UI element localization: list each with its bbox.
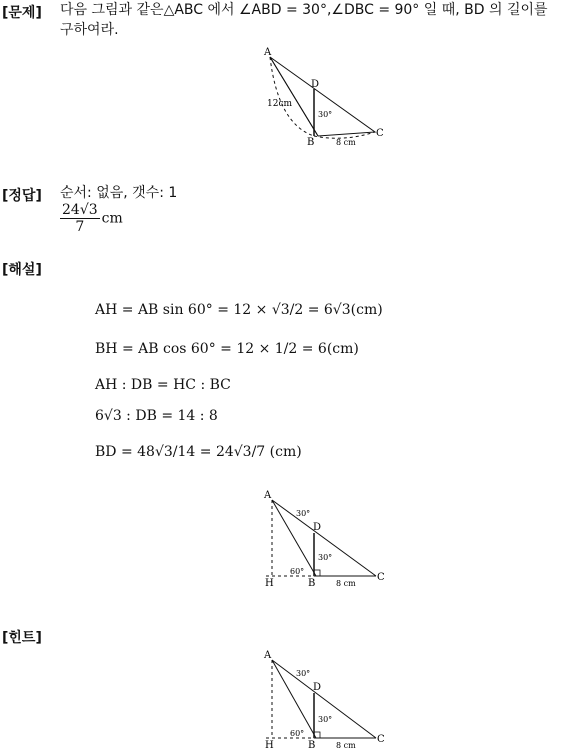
label-b: B bbox=[307, 137, 315, 148]
side-ac bbox=[272, 660, 376, 738]
solution-figure bbox=[256, 488, 392, 592]
label-a: A bbox=[264, 47, 272, 58]
label-angle-30: 30° bbox=[318, 110, 333, 119]
label-c: C bbox=[377, 572, 385, 583]
solution-eq-1: AH = AB sin 60° = 12 × √3/2 = 6√3(cm) bbox=[95, 302, 383, 318]
solution-label: [해설] bbox=[2, 262, 42, 278]
answer-numerator: 24√3 bbox=[62, 202, 98, 218]
label-c: C bbox=[377, 734, 385, 745]
side-ab bbox=[270, 57, 318, 136]
right-angle-mark bbox=[314, 570, 320, 576]
label-c: C bbox=[376, 128, 384, 139]
problem-text bbox=[60, 0, 580, 40]
label-angle-60: 60° bbox=[290, 729, 305, 738]
solution-eq-5: BD = 48√3/14 = 24√3/7 (cm) bbox=[95, 444, 302, 460]
label-b: B bbox=[308, 740, 316, 750]
label-bc-length: 8 cm bbox=[336, 138, 356, 147]
label-b: B bbox=[308, 578, 316, 589]
answer-fraction bbox=[60, 202, 100, 235]
problem-label: [문제] bbox=[2, 5, 42, 21]
label-angle-30: 30° bbox=[318, 715, 333, 724]
hint-label: [힌트] bbox=[2, 630, 42, 646]
label-d: D bbox=[311, 79, 320, 90]
label-d: D bbox=[313, 522, 322, 533]
right-angle-mark bbox=[314, 732, 320, 738]
problem-line-1: 다음 그림과 같은△ABC 에서 ∠ABD = 30°,∠DBC = 90° 일 때, BD 의 길이를 bbox=[60, 2, 548, 18]
label-a: A bbox=[264, 650, 272, 661]
solution-eq-3: AH : DB = HC : BC bbox=[95, 377, 231, 393]
label-d: D bbox=[313, 682, 322, 693]
arc-ab bbox=[270, 57, 314, 136]
triangle-abc bbox=[270, 57, 375, 136]
label-bc-length: 8 cm bbox=[336, 579, 356, 588]
answer-denominator: 7 bbox=[75, 219, 85, 235]
label-a: A bbox=[264, 490, 272, 501]
answer-value bbox=[58, 202, 123, 235]
answer-label: [정답] bbox=[2, 188, 42, 204]
label-angle-30-top: 30° bbox=[296, 509, 311, 518]
problem-line-2: 구하여라. bbox=[60, 22, 119, 38]
label-ab-length: 12cm bbox=[267, 99, 293, 109]
label-angle-30-top: 30° bbox=[296, 669, 311, 678]
solution-eq-4: 6√3 : DB = 14 : 8 bbox=[95, 408, 218, 424]
problem-figure bbox=[258, 44, 390, 150]
label-h: H bbox=[265, 578, 274, 589]
label-h: H bbox=[265, 740, 274, 750]
answer-unit: cm bbox=[101, 210, 123, 227]
solution-eq-2: BH = AB cos 60° = 12 × 1/2 = 6(cm) bbox=[95, 341, 359, 357]
label-bc-length: 8 cm bbox=[336, 741, 356, 750]
hint-figure bbox=[256, 648, 392, 750]
answer-meta: 순서: 없음, 갯수: 1 bbox=[60, 185, 178, 201]
side-ac bbox=[272, 500, 376, 576]
label-angle-60: 60° bbox=[290, 567, 305, 576]
label-angle-30: 30° bbox=[318, 553, 333, 562]
